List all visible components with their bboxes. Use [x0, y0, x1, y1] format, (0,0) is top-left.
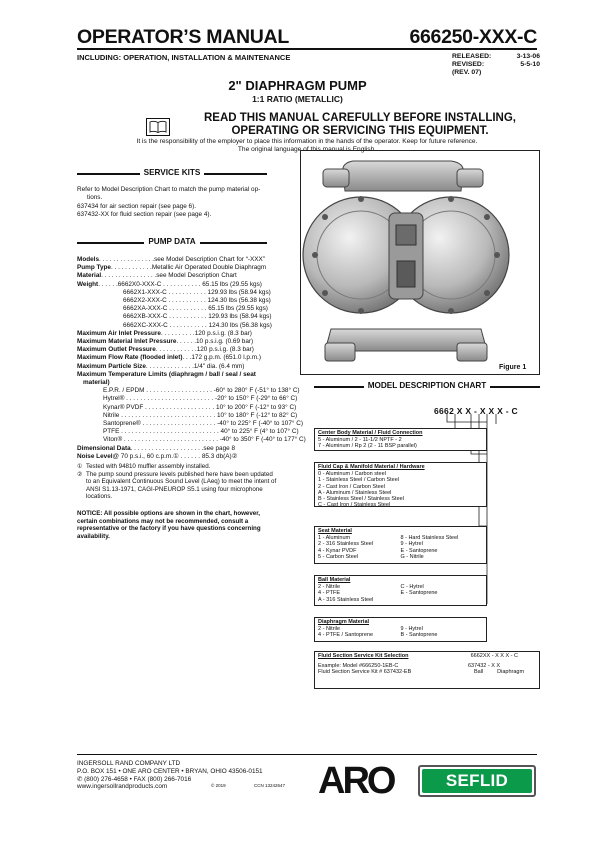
model-number: 666250-XXX-C — [409, 26, 537, 48]
pump-data-label: material) — [83, 379, 110, 387]
fluid-cap-option: 1 - Stainless Steel / Carbon Steel — [318, 477, 400, 484]
pump-data-row — [77, 371, 277, 379]
ball-option: 4 - PTFE — [318, 590, 341, 597]
service-kit-selection-box — [314, 651, 540, 689]
manual-title: OPERATOR’S MANUAL — [77, 26, 289, 48]
header-rule — [77, 48, 537, 50]
pump-data-row — [77, 445, 277, 453]
seat-option: G - Nitrile — [400, 553, 424, 560]
pump-data-row — [77, 403, 297, 412]
pump-data-leader: . . . . . . . . . . . . . . — [145, 362, 194, 370]
book-icon — [146, 118, 170, 136]
kit-example-kit: Fluid Section Service Kit # 637432-EB — [318, 669, 412, 676]
pump-data-value: 6662X1-XXX-C . . . . . . . . . . . 129.93 lbs (58.94 kgs) — [123, 288, 271, 296]
pump-data-value: 6662XB-XXX-C . . . . . . . . . . . 129.93 lbs (58.94 kgs) — [123, 313, 272, 321]
pump-data-value: see Model Description Chart for “-XXX” — [154, 256, 265, 263]
copyright: © 2019 — [211, 783, 226, 788]
seflid-logo — [418, 765, 536, 797]
center-body-title: Center Body Material / Fluid Connection — [318, 430, 423, 436]
pump-data-value: 6662X0-XXX-C . . . . . . . . . . . 65.15 lbs (29.55 kgs) — [117, 280, 262, 288]
service-kit-line: tions. — [87, 194, 103, 202]
pump-data-value: see Model Description Chart — [156, 272, 237, 280]
kit-selection-code: 6662XX - X X X - C — [470, 653, 518, 659]
diaphragm-option: 9 - Hytrel — [400, 626, 423, 633]
service-kits-title: SERVICE KITS — [140, 168, 205, 177]
seflid-text: SEFLID — [445, 771, 509, 790]
seat-option: 9 - Hytrel — [400, 541, 423, 548]
pump-data-value: Kynar® PVDF . . . . . . . . . . . . . . . . . . . . 10° to 200° F (-12° to 93° C) — [103, 403, 297, 411]
pump-data-heading — [77, 237, 267, 246]
pump-data-label: Maximum Flow Rate (flooded inlet) — [77, 354, 183, 362]
pump-data-leader: . . . . . . . . . . . . . . . . — [99, 256, 155, 263]
manual-subtitle: INCLUDING: OPERATION, INSTALLATION & MAINTENANCE — [77, 53, 291, 62]
pump-data-leader: . . . . . . — [98, 280, 118, 288]
pump-data-label: Material — [77, 272, 102, 280]
figure-label: Figure 1 — [499, 364, 527, 371]
service-kits-text — [77, 186, 267, 220]
read-line-2: OPERATING OR SERVICING THIS EQUIPMENT. — [231, 124, 489, 137]
footnote-symbol: ① — [77, 463, 83, 470]
released-label: RELEASED: — [452, 53, 492, 60]
pump-data-row — [77, 297, 277, 305]
ball-material-title: Ball Material — [318, 577, 351, 583]
kit-code: 637432 - X X — [468, 663, 501, 670]
revised-value: 5-5-10 — [520, 61, 540, 69]
pump-data-list — [77, 256, 306, 461]
footnote-1 — [77, 463, 277, 471]
pump-figure — [300, 150, 540, 375]
pump-data-label: Noise Level — [77, 452, 113, 460]
released-value: 3-13-06 — [516, 53, 540, 60]
service-kit-line: Refer to Model Description Chart to match the pump material op- — [77, 186, 261, 193]
pump-data-row — [77, 289, 277, 297]
company-phone: ✆ (800) 276-4658 • FAX (800) 266-7016 — [77, 775, 192, 783]
pump-data-label: Maximum Air Inlet Pressure — [77, 329, 161, 337]
pump-illustration — [301, 151, 539, 374]
center-body-option: 7 - Aluminum / Rp 2 (2 - 11 BSP parallel) — [318, 443, 417, 450]
pump-data-value: 6662XC-XXX-C . . . . . . . . . . . 124.30 lbs (56.38 kgs) — [123, 321, 272, 329]
kit-example-model: Example: Model #666250-1EB-C — [318, 663, 399, 670]
pump-data-value: 120 p.s.i.g. (8.3 bar) — [194, 329, 252, 337]
fluid-cap-option: 2 - Cast Iron / Carbon Steel — [318, 483, 385, 490]
pump-data-row — [77, 272, 277, 280]
pump-data-row — [77, 330, 277, 338]
pump-data-value: 6662X2-XXX-C . . . . . . . . . . . 124.30 lbs (56.38 kgs) — [123, 297, 271, 305]
diaphragm-option: 2 - Nitrile — [318, 626, 341, 633]
pump-data-row — [77, 264, 277, 272]
pump-data-row — [77, 453, 277, 461]
pump-data-value: 172 g.p.m. (651.0 l.p.m.) — [191, 354, 261, 362]
fluid-cap-option: B - Stainless Steel / Stainless Steel — [318, 496, 404, 503]
seat-option: 5 - Carbon Steel — [318, 553, 359, 560]
ball-option: A - 316 Stainless Steel — [318, 596, 374, 603]
ball-option: C - Hytrel — [400, 584, 424, 591]
product-name: 2" DIAPHRAGM PUMP — [228, 78, 367, 93]
seat-material-title: Seat Material — [318, 528, 352, 534]
ccn-number: CCN 13242647 — [254, 783, 286, 788]
pump-data-row — [77, 436, 306, 444]
pump-data-row — [77, 363, 277, 371]
company-po-box: P.O. BOX 151 • ONE ARO CENTER • BRYAN, OHIO 43506-0151 — [77, 767, 263, 775]
revised-label: REVISED: — [452, 61, 485, 69]
seat-option: E - Santoprene — [400, 547, 438, 554]
company-name: INGERSOLL RAND COMPANY LTD — [77, 760, 181, 767]
pump-data-leader: . . . . . . — [176, 338, 196, 346]
diaphragm-option: 4 - PTFE / Santoprene — [318, 632, 374, 639]
pump-data-leader: . . . . . . . . . . — [160, 329, 195, 337]
read-manual-warning — [175, 112, 545, 137]
pump-data-leader: . . . — [182, 354, 192, 362]
read-line-1: READ THIS MANUAL CAREFULLY BEFORE INSTALLING, — [204, 112, 516, 124]
seat-option: 4 - Kynar PVDF — [318, 547, 357, 554]
pump-data-label: Weight — [77, 280, 99, 288]
pump-data-leader: . . . . . . . . . . . . — [110, 264, 152, 272]
product-ratio: 1:1 RATIO (METALLIC) — [252, 94, 343, 104]
pump-data-value: 1/4" dia. (6.4 mm) — [193, 362, 245, 370]
seat-option: 8 - Hard Stainless Steel — [400, 535, 459, 542]
footnote-symbol: ② — [77, 470, 83, 478]
pump-data-row — [77, 305, 277, 313]
pump-data-label: Maximum Material Inlet Pressure — [77, 338, 177, 346]
center-body-option: 5 - Aluminum / 2 - 11-1/2 NPTF - 2 — [318, 437, 402, 444]
pump-data-value: see page 8 — [203, 444, 236, 452]
availability-notice: NOTICE: All possible options are shown in the chart, however, certain combinations may not be recommended, consult a representative or the factory if you have questions concerning availability. — [77, 510, 261, 540]
fluid-cap-box — [314, 462, 487, 507]
release-info — [452, 53, 540, 78]
pump-data-label: Pump Type — [77, 264, 111, 272]
pump-data-row — [77, 354, 277, 362]
seat-option: 2 - 316 Stainless Steel — [318, 541, 374, 548]
ball-option: 2 - Nitrile — [318, 584, 341, 591]
fluid-cap-option: A - Aluminum / Stainless Steel — [318, 489, 392, 496]
footer-rule — [77, 754, 537, 755]
service-kits-heading — [77, 168, 267, 177]
kit-selection-title: Fluid Section Service Kit Selection — [318, 653, 409, 659]
pump-data-value: Viton® . . . . . . . . . . . . . . . . . . . . . . . . . . . -40° to 350° F (-40° to 177° C) — [103, 436, 306, 444]
pump-data-row — [77, 313, 277, 321]
pump-data-value: 120 p.s.i.g. (8.3 bar) — [196, 346, 254, 354]
pump-data-value: Santoprene® . . . . . . . . . . . . . . . . . . . . . -40° to 225° F (-40° to 107° C) — [103, 420, 303, 428]
pump-data-value: 6662XA-XXX-C . . . . . . . . . . . 65.15 lbs (29.55 kgs) — [123, 305, 268, 313]
pump-data-label: Maximum Particle Size — [77, 362, 146, 370]
pump-data-row — [77, 411, 298, 420]
footnote-text: The pump sound pressure levels published here have been updated to an Equivalent Continuous Sound Level (LAeq) to meet the intent of ANSI S1.13-1971, CAGI-PNEUROP S5.1 using four microphone locations. — [86, 470, 277, 501]
fluid-cap-option: 0 - Aluminum / Carbon steel — [318, 471, 386, 478]
pump-data-row — [77, 346, 277, 354]
kit-diaphragm-label: Diaphragm — [497, 669, 525, 676]
pump-data-label: Maximum Outlet Pressure — [77, 346, 156, 354]
model-code: 6662 X X - X X X - C — [434, 406, 518, 416]
model-chart-heading — [314, 381, 540, 390]
ball-material-box — [314, 575, 487, 606]
pump-data-value: Nitrile . . . . . . . . . . . . . . . . . . . . . . . . . . . 10° to 180° F (-12° to 82° C) — [103, 411, 298, 419]
pump-data-row — [77, 338, 277, 346]
responsibility-line-2: The original language of this manual is English. — [237, 146, 377, 154]
pump-data-row — [77, 322, 277, 330]
responsibility-line-1: It is the responsibility of the employer to place this information in the hands of the operator. Keep for future reference. — [136, 138, 478, 145]
pump-data-label: Models — [77, 256, 100, 263]
diaphragm-material-box — [314, 617, 487, 642]
diaphragm-material-title: Diaphragm Material — [318, 619, 370, 625]
revision: (REV. 07) — [452, 69, 482, 77]
center-body-box — [314, 428, 487, 451]
pump-data-row — [77, 256, 277, 264]
footnote-text: Tested with 94810 muffler assembly installed. — [86, 463, 211, 470]
pump-data-label: Dimensional Data — [77, 444, 131, 452]
ball-option: E - Santoprene — [400, 590, 438, 597]
pump-data-value: 10 p.s.i.g. (0.69 bar) — [195, 338, 254, 346]
pump-data-row — [77, 395, 298, 403]
seat-option: 1 - Aluminum — [318, 535, 351, 542]
pump-data-leader: . . . . . . . . . . . . . . . . — [101, 272, 157, 280]
pump-data-value: Metallic Air Operated Double Diaphragm — [151, 264, 267, 272]
pump-data-row — [77, 281, 277, 289]
pump-data-leader: . . . . . . . . . . . . . . . . . . . . . — [130, 444, 204, 452]
service-kit-line: 637432-XX for fluid section repair (see page 4). — [77, 211, 212, 219]
service-kit-line: 637434 for air section repair (see page 6). — [77, 202, 197, 210]
fluid-cap-option: C - Cast Iron / Stainless Steel — [318, 502, 391, 509]
footnote-2 — [77, 471, 277, 501]
aro-logo: ARO — [318, 760, 394, 802]
model-chart-title: MODEL DESCRIPTION CHART — [364, 381, 491, 390]
pump-data-value: Hytrel® . . . . . . . . . . . . . . . . . . . . . . . . . -20° to 150° F (-29° to 66° C) — [103, 395, 298, 403]
pump-data-value: E.P.R. / EPDM . . . . . . . . . . . . . . . . . . . -60° to 280° F (-51° to 138° C) — [103, 387, 300, 395]
seat-material-box — [314, 526, 487, 564]
pump-data-leader: . . . . . . . . . . . . — [155, 346, 197, 354]
footnotes — [77, 463, 277, 501]
pump-data-value: @ 70 p.s.i., 60 c.p.m.① . . . . . . 85.3 db(A)② — [112, 452, 238, 460]
pump-data-title: PUMP DATA — [144, 237, 199, 246]
kit-ball-label: Ball — [474, 669, 484, 676]
fluid-cap-title: Fluid Cap & Manifold Material / Hardware — [318, 464, 425, 470]
company-website[interactable]: www.ingersollrandproducts.com — [77, 783, 168, 791]
diaphragm-option: B - Santoprene — [400, 632, 438, 639]
pump-data-value: PTFE . . . . . . . . . . . . . . . . . . . . . . . . . . . . 40° to 225° F (4° to 107° C) — [103, 428, 299, 436]
pump-data-label: Maximum Temperature Limits (diaphragm / ball / seal / seat — [77, 370, 256, 378]
